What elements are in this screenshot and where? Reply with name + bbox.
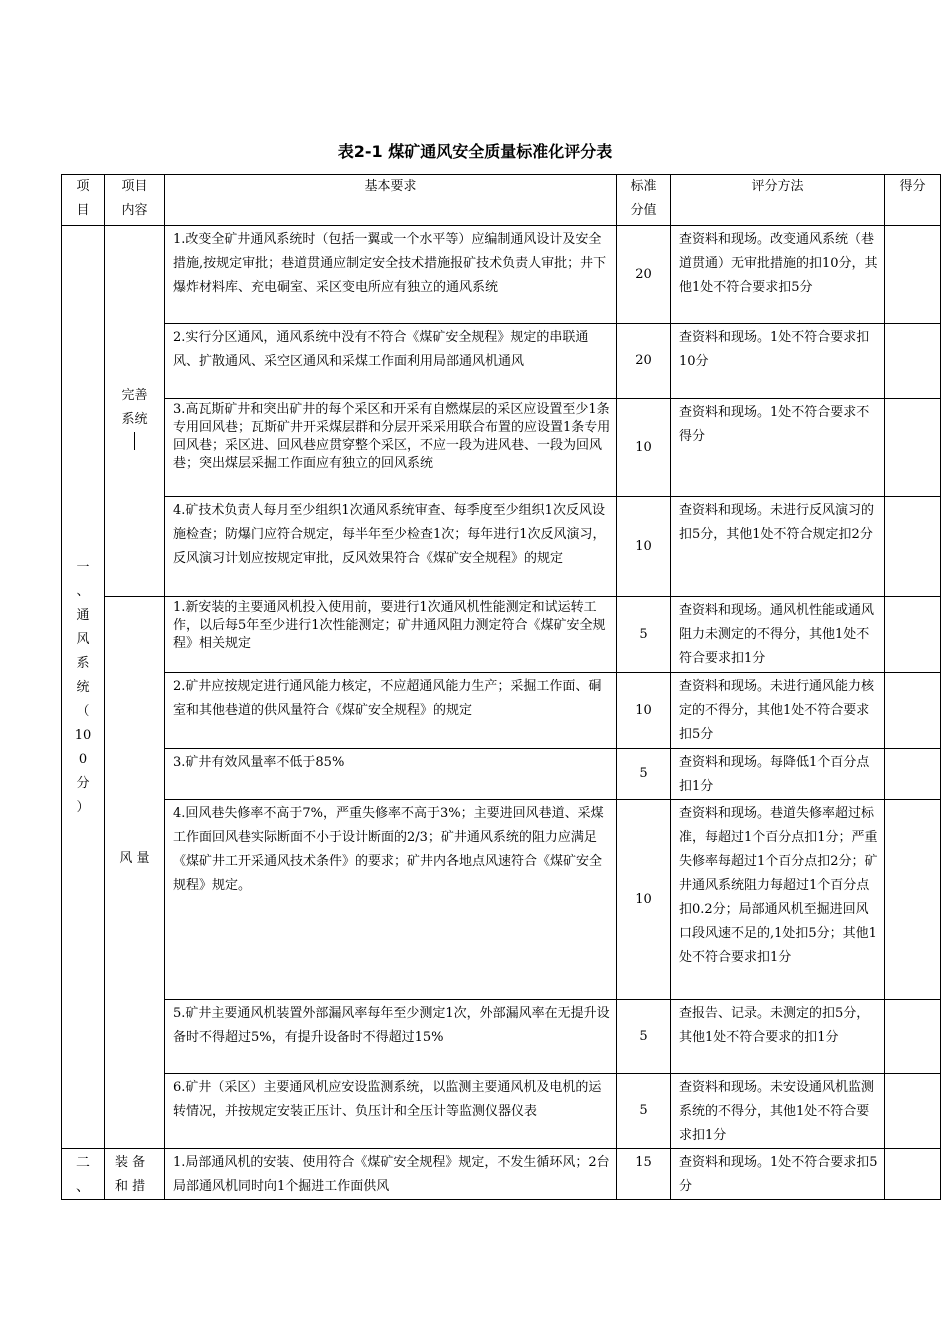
method-cell: 查资料和现场。改变通风系统（巷道贯通）无审批措施的扣10分，其他1处不符合要求扣5分 xyxy=(671,226,885,324)
header-row xyxy=(62,175,941,226)
score-cell: 10 xyxy=(617,673,671,749)
got-cell xyxy=(885,226,941,324)
table-row xyxy=(62,673,941,749)
requirement-cell: 5.矿井主要通风机装置外部漏风率每年至少测定1次，外部漏风率在无提升设备时不得超过5%，有提升设备时不得超过15% xyxy=(165,1000,617,1074)
method-cell: 查报告、记录。未测定的扣5分，其他1处不符合要求的扣1分 xyxy=(671,1000,885,1074)
table-title: 表2-1 煤矿通风安全质量标准化评分表 xyxy=(337,142,613,161)
header-requirement: 基本要求 xyxy=(165,175,617,226)
divider xyxy=(134,432,135,450)
got-cell xyxy=(885,497,941,597)
requirement-cell: 2.实行分区通风，通风系统中没有不符合《煤矿安全规程》规定的串联通风、扩散通风、采空区通风和采煤工作面利用局部通风机通风 xyxy=(165,324,617,399)
method-cell: 查资料和现场。未安设通风机监测系统的不得分，其他1处不符合要求扣1分 xyxy=(671,1074,885,1149)
got-cell xyxy=(885,1149,941,1200)
got-cell xyxy=(885,399,941,497)
method-cell: 查资料和现场。1处不符合要求扣5分 xyxy=(671,1149,885,1200)
method-cell: 查资料和现场。每降低1个百分点扣1分 xyxy=(671,749,885,800)
score-cell: 5 xyxy=(617,749,671,800)
method-cell: 查资料和现场。1处不符合要求不得分 xyxy=(671,399,885,497)
method-cell: 查资料和现场。未进行反风演习的扣5分，其他1处不符合规定扣2分 xyxy=(671,497,885,597)
section-ventilation-system: 一 、 通 风 系 统 （ 10 0 分 ） xyxy=(62,226,105,1149)
requirement-cell: 6.矿井（采区）主要通风机应安设监测系统，以监测主要通风机及电机的运转情况，并按规定安装正压计、负压计和全压计等监测仪器仪表 xyxy=(165,1074,617,1149)
got-cell xyxy=(885,673,941,749)
method-cell: 查资料和现场。通风机性能或通风阻力未测定的不得分，其他1处不符合要求扣1分 xyxy=(671,597,885,673)
requirement-cell: 1.改变全矿井通风系统时（包括一翼或一个水平等）应编制通风设计及安全措施,按规定审批；巷道贯通应制定安全技术措施报矿技术负责人审批；井下爆炸材料库、充电硐室、采区变电所应有独立的通风系统 xyxy=(165,226,617,324)
table-row xyxy=(62,324,941,399)
subsection-label-line1: 装 备 xyxy=(115,1155,146,1170)
got-cell xyxy=(885,324,941,399)
method-cell: 查资料和现场。未进行通风能力核定的不得分，其他1处不符合要求扣5分 xyxy=(671,673,885,749)
header-score: 标准 分值 xyxy=(617,175,671,226)
table-row xyxy=(62,399,941,497)
table-row xyxy=(62,497,941,597)
got-cell xyxy=(885,749,941,800)
subsection-complete-system xyxy=(105,226,165,597)
score-cell: 5 xyxy=(617,1000,671,1074)
score-cell: 20 xyxy=(617,226,671,324)
score-cell: 5 xyxy=(617,1074,671,1149)
method-cell: 查资料和现场。1处不符合要求扣10分 xyxy=(671,324,885,399)
scoring-table xyxy=(61,174,941,1200)
header-got: 得分 xyxy=(885,175,941,226)
subsection-label-line2: 和 措 xyxy=(115,1179,146,1194)
section-second: 二 、 xyxy=(62,1149,105,1200)
subsection-label: 完善 系统 xyxy=(121,388,148,427)
subsection-equipment xyxy=(105,1149,165,1200)
table-row xyxy=(62,1000,941,1074)
got-cell xyxy=(885,1074,941,1149)
score-cell: 15 xyxy=(617,1149,671,1200)
table-row xyxy=(62,226,941,324)
got-cell xyxy=(885,1000,941,1074)
table-row xyxy=(62,1149,941,1200)
got-cell xyxy=(885,597,941,673)
table-row xyxy=(62,800,941,1000)
requirement-cell: 1.新安装的主要通风机投入使用前，要进行1次通风机性能测定和试运转工作，以后每5年至少进行1次性能测定；矿井通风阻力测定符合《煤矿安全规程》相关规定 xyxy=(165,597,617,673)
got-cell xyxy=(885,800,941,1000)
table-row xyxy=(62,749,941,800)
score-cell: 10 xyxy=(617,800,671,1000)
score-cell: 10 xyxy=(617,399,671,497)
requirement-cell: 2.矿井应按规定进行通风能力核定，不应超通风能力生产；采掘工作面、硐室和其他巷道的供风量符合《煤矿安全规程》的规定 xyxy=(165,673,617,749)
requirement-cell: 3.矿井有效风量率不低于85% xyxy=(165,749,617,800)
requirement-cell: 1.局部通风机的安装、使用符合《煤矿安全规程》规定，不发生循环风；2台局部通风机同时向1个掘进工作面供风 xyxy=(165,1149,617,1200)
score-cell: 20 xyxy=(617,324,671,399)
method-cell: 查资料和现场。巷道失修率超过标准，每超过1个百分点扣1分；严重失修率每超过1个百分点扣2分；矿井通风系统阻力每超过1个百分点扣0.2分；局部通风机至掘进回风口段风速不足的,1处扣5分；其他1处不符合要求扣1分 xyxy=(671,800,885,1000)
table-row xyxy=(62,1074,941,1149)
requirement-cell: 3.高瓦斯矿井和突出矿井的每个采区和开采有自燃煤层的采区应设置至少1条专用回风巷；瓦斯矿井开采煤层群和分层开采采用联合布置的应设置1条专用回风巷；采区进、回风巷应贯穿整个采区，不应一段为进风巷、一段为回风巷；突出煤层采掘工作面应有独立的回风系统 xyxy=(165,399,617,497)
score-cell: 5 xyxy=(617,597,671,673)
table-row xyxy=(62,597,941,673)
header-item: 项 目 xyxy=(62,175,105,226)
requirement-cell: 4.矿技术负责人每月至少组织1次通风系统审查、每季度至少组织1次反风设施检查；防爆门应符合规定，每半年至少检查1次；每年进行1次反风演习，反风演习计划应按规定审批，反风效果符合《煤矿安全规程》的规定 xyxy=(165,497,617,597)
score-cell: 10 xyxy=(617,497,671,597)
header-content: 项目 内容 xyxy=(105,175,165,226)
subsection-air-volume: 风 量 xyxy=(105,597,165,1149)
header-method: 评分方法 xyxy=(671,175,885,226)
requirement-cell: 4.回风巷失修率不高于7%，严重失修率不高于3%；主要进回风巷道、采煤工作面回风巷实际断面不小于设计断面的2/3；矿井通风系统的阻力应满足《煤矿井工开采通风技术条件》的要求；矿井内各地点风速符合《煤矿安全规程》规定。 xyxy=(165,800,617,1000)
